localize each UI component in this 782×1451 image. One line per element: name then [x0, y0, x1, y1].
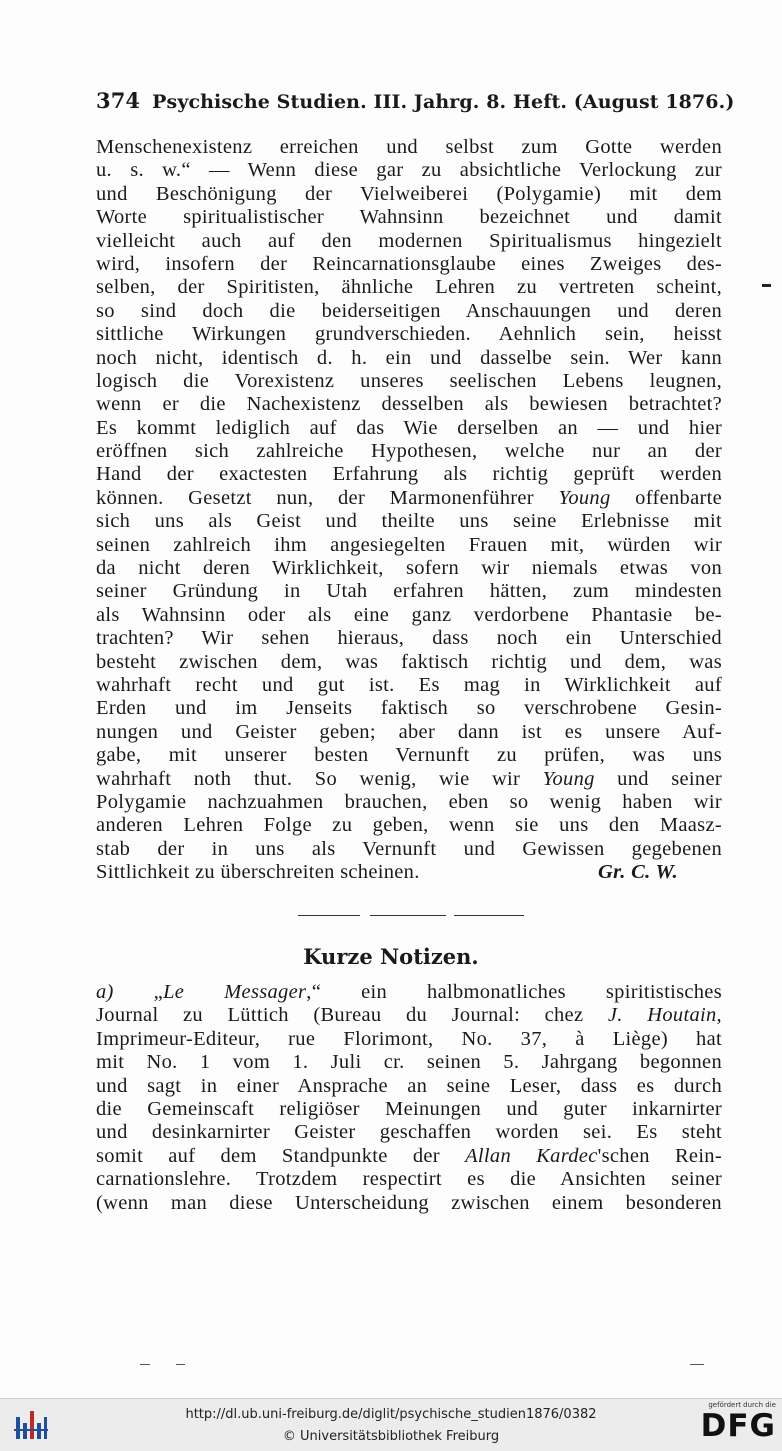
scan-mark: [690, 1364, 704, 1365]
text-line: als Wahnsinn oder als eine ganz verdorbene Phantasie be-: [96, 603, 722, 626]
section-title: Kurze Notizen.: [303, 944, 479, 969]
source-url-link[interactable]: http://dl.ub.uni-freiburg.de/diglit/psychische_studien1876/0382: [185, 1407, 597, 1422]
text-line: Imprimeur-Editeur, rue Florimont, No. 37, à Liège) hat: [96, 1027, 722, 1050]
text-line: carnationslehre. Trotzdem respectirt es die Ansichten seiner: [96, 1168, 722, 1191]
viewer-footer: [0, 1398, 782, 1451]
text-line: Journal zu Lüttich (Bureau du Journal: chez J. Houtain,: [96, 1004, 722, 1027]
text-line: Polygamie nachzuahmen brauchen, eben so wenig haben wir: [96, 790, 722, 813]
section-divider-right: [454, 915, 524, 916]
notes-body: [96, 981, 722, 1215]
text-line: stab der in uns als Vernunft und Gewissen gegebenen: [96, 837, 722, 860]
italic-text: a): [96, 981, 114, 1003]
text-line: somit auf dem Standpunkte der Allan Kardec'schen Rein-: [96, 1144, 722, 1167]
text-line: Menschenexistenz erreichen und selbst zum Gotte werden: [96, 136, 722, 158]
text-line: können. Gesetzt nun, der Marmonenführer Young offenbarte: [96, 486, 722, 509]
copyright-notice: © Universitätsbibliothek Freiburg: [282, 1429, 500, 1444]
dfg-tagline: gefördert durch die: [708, 1401, 776, 1409]
text-line: nungen und Geister geben; aber dann ist es unsere Auf-: [96, 720, 722, 743]
italic-text: J. Houtain,: [607, 1004, 722, 1027]
text-line: selben, der Spiritisten, ähnliche Lehren zu vertreten scheint,: [96, 276, 722, 299]
text-line: die Gemeinscaft religiöser Meinungen und guter inkarnirter: [96, 1097, 722, 1120]
text-line: anderen Lehren Folge zu geben, wenn sie uns den Maasz-: [96, 814, 722, 837]
text-line: wahrhaft noth thut. So wenig, wie wir Young und seiner: [96, 767, 723, 790]
italic-text: Young: [542, 767, 595, 790]
text-line: seinen zahlreich ihm angesiegelten Frauen mit, würden wir: [96, 533, 722, 556]
text-line: wird, insofern der Reincarnationsglaube eines Zweiges des-: [96, 252, 722, 275]
text-line: eröffnen sich zahlreiche Hypothesen, welche nur an der: [96, 440, 722, 463]
text-line: Erden und im Jenseits faktisch so verschrobene Gesin-: [96, 697, 722, 720]
italic-text: Allan Kardec: [465, 1144, 598, 1167]
text-line: sittliche Wirkungen grundverschieden. Aehnlich sein, heisst: [96, 323, 722, 346]
text-line: u. s. w.“ — Wenn diese gar zu absichtliche Verlockung zur: [96, 159, 722, 182]
text-line: gabe, mit unserer besten Vernunft zu prüfen, was uns: [96, 744, 722, 767]
text-line: und sagt in einer Ansprache an seine Leser, dass es durch: [96, 1074, 722, 1097]
section-divider-middle: [370, 915, 446, 916]
text-line: logisch die Vorexistenz unseres seelischen Lebens leugnen,: [96, 369, 722, 392]
italic-text: Young: [558, 486, 611, 509]
scan-mark: [140, 1364, 150, 1365]
text-line-signed: Sittlichkeit zu überschreiten scheinen. Gr. C. W.: [96, 861, 678, 884]
text-line: und desinkarnirter Geister geschaffen worden sei. Es steht: [96, 1121, 722, 1144]
text-line: wahrhaft recht und gut ist. Es mag in Wirklichkeit auf: [96, 673, 722, 696]
dfg-logo: [690, 1401, 776, 1449]
text-line: (wenn man diese Unterscheidung zwischen einem besonderen: [96, 1191, 722, 1214]
text-line: mit No. 1 vom 1. Juli cr. seinen 5. Jahrgang begonnen: [96, 1051, 722, 1074]
text-line: wenn er die Nachexistenz desselben als bewiesen betrachtet?: [96, 393, 722, 416]
text-line: a) „Le Messager,“ ein halbmonatliches spiritistisches: [96, 981, 722, 1003]
running-header: [96, 88, 735, 113]
section-divider-left: [298, 915, 360, 916]
author-signature: Gr. C. W.: [598, 861, 678, 884]
text-line: so sind doch die beiderseitigen Anschauungen und deren: [96, 299, 722, 322]
text-line: seiner Gründung in Utah erfahren hätten, zum mindesten: [96, 580, 722, 603]
page-number: 374: [96, 88, 141, 113]
scan-mark: [176, 1364, 185, 1365]
running-head: Psychische Studien. III. Jahrg. 8. Heft. (August 1876.): [152, 91, 735, 113]
italic-text: Le Messager: [163, 981, 307, 1003]
text-line: Worte spiritualistischer Wahnsinn bezeichnet und damit: [96, 206, 722, 229]
text-line: trachten? Wir sehen hieraus, dass noch ein Unterschied: [96, 627, 722, 650]
article-body: [96, 136, 722, 885]
text-line: und Beschönigung der Vielweiberei (Polygamie) mit dem: [96, 182, 722, 205]
text-line: Es kommt lediglich auf das Wie derselben an — und hier: [96, 416, 722, 439]
text-line: noch nicht, identisch d. h. ein und dasselbe sein. Wer kann: [96, 346, 722, 369]
text-line: Hand der exactesten Erfahrung als richtig geprüft werden: [96, 463, 722, 486]
text-line: da nicht deren Wirklichkeit, sofern wir niemals etwas von: [96, 557, 722, 580]
dfg-logo-text: DFG: [700, 1408, 776, 1444]
text-line: besteht zwischen dem, was faktisch richtig und dem, was: [96, 650, 722, 673]
text-line: sich uns als Geist und theilte uns seine Erlebnisse mit: [96, 510, 722, 533]
text-line: vielleicht auch auf den modernen Spiritualismus hingezielt: [96, 229, 722, 252]
margin-mark: [762, 284, 771, 287]
